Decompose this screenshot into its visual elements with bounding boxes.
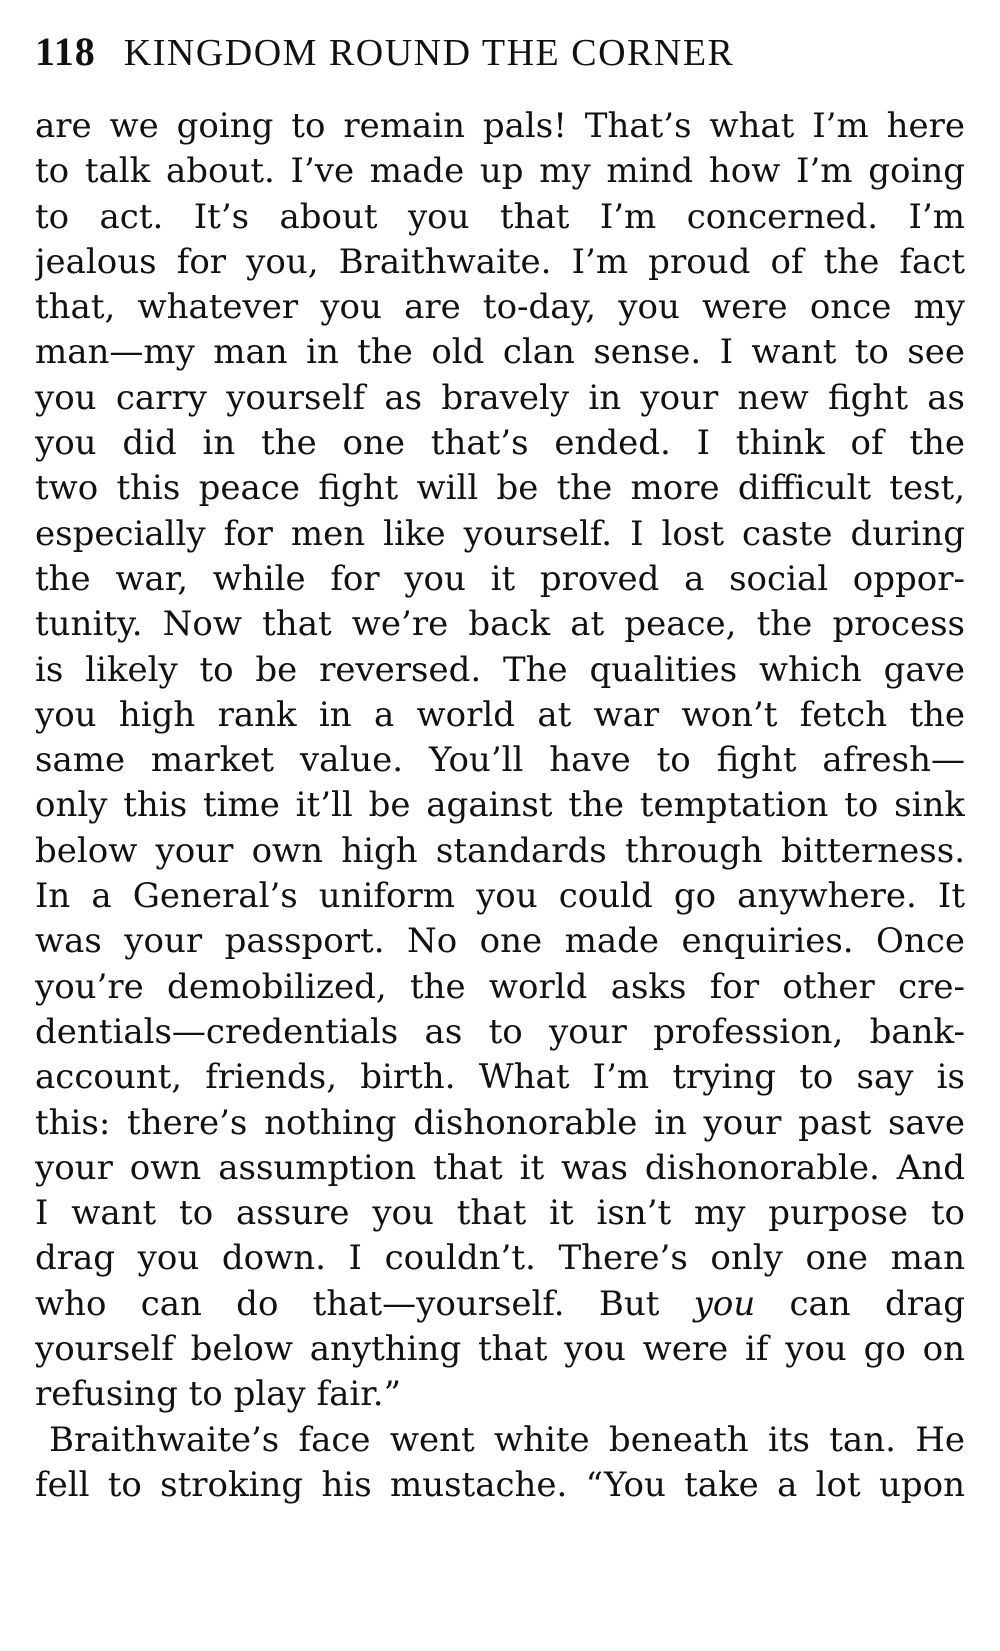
text-line: the war, while for you it proved a social oppor-: [35, 558, 965, 599]
text-line: this: there’s nothing dishonorable in your past save: [35, 1102, 965, 1143]
text-line: Braithwaite’s face went white beneath its tan. He: [49, 1419, 965, 1460]
text-line: I want to assure you that it isn’t my purpose to: [35, 1193, 965, 1234]
text-line: you did in the one that’s ended. I think of the: [35, 423, 965, 464]
text-line: jealous for you, Braithwaite. I’m proud of the fact: [35, 241, 965, 282]
page-number: 118: [35, 29, 96, 74]
text-line: was your passport. No one made enquiries. Once: [35, 921, 965, 962]
text-line: below your own high standards through bitterness.: [35, 830, 965, 871]
text-line: tunity. Now that we’re back at peace, the process: [35, 604, 965, 645]
italic-emphasis: you: [693, 1283, 756, 1324]
text-line: you carry yourself as bravely in your new fight as: [35, 377, 965, 418]
text-line-with-italic: [35, 1282, 965, 1327]
text-line: to act. It’s about you that I’m concerned. I’m: [35, 196, 965, 237]
text-line: you high rank in a world at war won’t fetch the: [35, 694, 965, 735]
paragraph-dialogue: [35, 104, 965, 1418]
text-line: man—my man in the old clan sense. I want to see: [35, 332, 965, 373]
running-head: [35, 28, 965, 90]
text-line: your own assumption that it was dishonorable. And: [35, 1147, 965, 1188]
text-line: you’re demobilized, the world asks for other cre-: [35, 966, 965, 1007]
text-line: fell to stroking his mustache. “You take a lot upon: [35, 1464, 965, 1505]
text-segment: who can do that—yourself. But: [35, 1283, 694, 1324]
text-line: to talk about. I’ve made up my mind how I’m going: [35, 151, 965, 192]
text-line: account, friends, birth. What I’m trying to say is: [35, 1057, 965, 1098]
text-line: drag you down. I couldn’t. There’s only one man: [35, 1238, 965, 1279]
text-line: same market value. You’ll have to fight afresh—: [35, 740, 965, 781]
text-line: only this time it’ll be against the temptation to sink: [35, 785, 965, 826]
text-line: is likely to be reversed. The qualities which gave: [35, 649, 965, 690]
book-page: [35, 28, 965, 1508]
text-line: yourself below anything that you were if you go on: [35, 1329, 965, 1370]
paragraph-narration: [35, 1418, 965, 1509]
text-line: dentials—credentials as to your profession, bank-: [35, 1011, 965, 1052]
text-line: that, whatever you are to-day, you were once my: [35, 287, 965, 328]
text-segment: can drag: [755, 1283, 965, 1324]
running-title: KINGDOM ROUND THE CORNER: [123, 32, 735, 74]
text-line: refusing to play fair.”: [35, 1374, 401, 1415]
text-line: especially for men like yourself. I lost caste during: [35, 513, 965, 554]
text-line: two this peace fight will be the more difficult test,: [35, 468, 965, 509]
text-line: In a General’s uniform you could go anywhere. It: [35, 876, 965, 917]
text-line: are we going to remain pals! That’s what I’m here: [35, 106, 965, 146]
